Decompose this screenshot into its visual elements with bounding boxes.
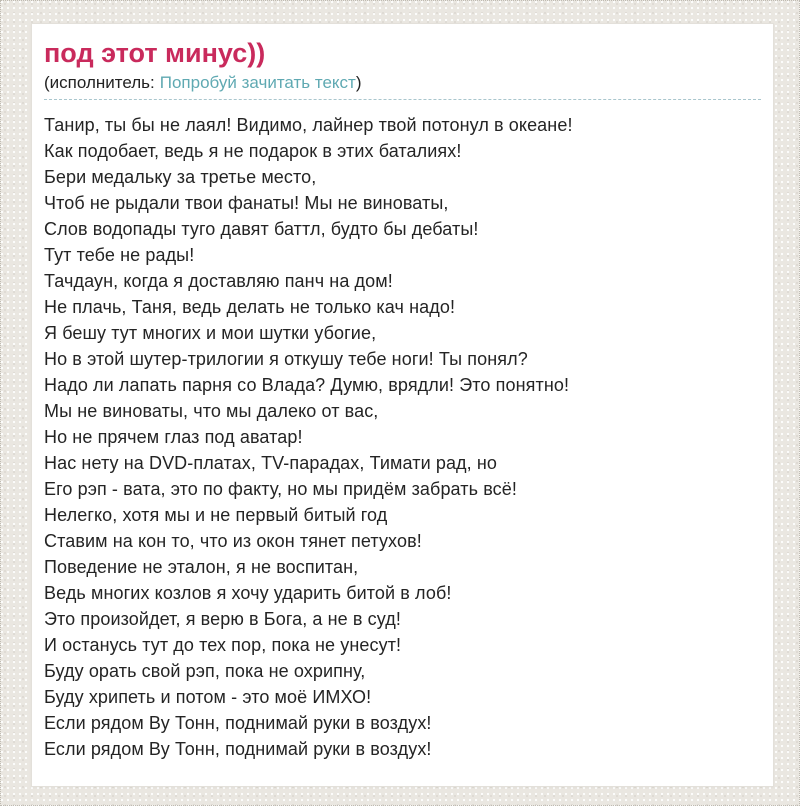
artist-line [44,72,761,100]
lyric-line: Не плачь, Таня, ведь делать не только кач надо! [44,297,456,317]
lyric-line: Мы не виноваты, что мы далеко от вас, [44,401,379,421]
lyric-line: Тачдаун, когда я доставляю панч на дом! [44,271,393,291]
lyric-line: Тут тебе не рады! [44,245,195,265]
artist-label: (исполнитель: [44,73,155,92]
lyric-line: Буду хрипеть и потом - это моё ИМХО! [44,687,372,707]
lyrics-block [44,112,761,762]
lyric-line: И останусь тут до тех пор, пока не унесут! [44,635,402,655]
artist-link[interactable]: Попробуй зачитать текст [159,73,356,92]
lyric-line: Буду орать свой рэп, пока не охрипну, [44,661,366,681]
lyric-line: Надо ли лапать парня со Влада? Думю, врядли! Это понятно! [44,375,570,395]
lyric-line: Нелегко, хотя мы и не первый битый год [44,505,388,525]
lyric-line: Если рядом Ву Тонн, поднимай руки в воздух! [44,713,432,733]
lyric-line: Бери медальку за третье место, [44,167,317,187]
lyric-line: Но не прячем глаз под аватар! [44,427,303,447]
lyric-line: Это произойдет, я верю в Бога, а не в суд! [44,609,401,629]
lyric-line: Чтоб не рыдали твои фанаты! Мы не виноваты, [44,193,449,213]
content-card [31,23,774,787]
artist-close-paren: ) [355,73,362,92]
lyric-line: Танир, ты бы не лаял! Видимо, лайнер твой потонул в океане! [44,115,573,135]
lyric-line: Ставим на кон то, что из окон тянет петухов! [44,531,422,551]
lyric-line: Его рэп - вата, это по факту, но мы придём забрать всё! [44,479,517,499]
page-title: под этот минус)) [44,38,266,68]
lyric-line: Поведение не эталон, я не воспитан, [44,557,359,577]
lyric-line: Если рядом Ву Тонн, поднимай руки в воздух! [44,739,432,759]
lyric-line: Я бешу тут многих и мои шутки убогие, [44,323,377,343]
lyric-line: Ведь многих козлов я хочу ударить битой в лоб! [44,583,452,603]
lyric-line: Как подобает, ведь я не подарок в этих баталиях! [44,141,462,161]
lyric-line: Но в этой шутер-трилогии я откушу тебе ноги! Ты понял? [44,349,528,369]
lyric-line: Слов водопады туго давят баттл, будто бы дебаты! [44,219,479,239]
lyric-line: Нас нету на DVD-платах, TV-парадах, Тимати рад, но [44,453,498,473]
